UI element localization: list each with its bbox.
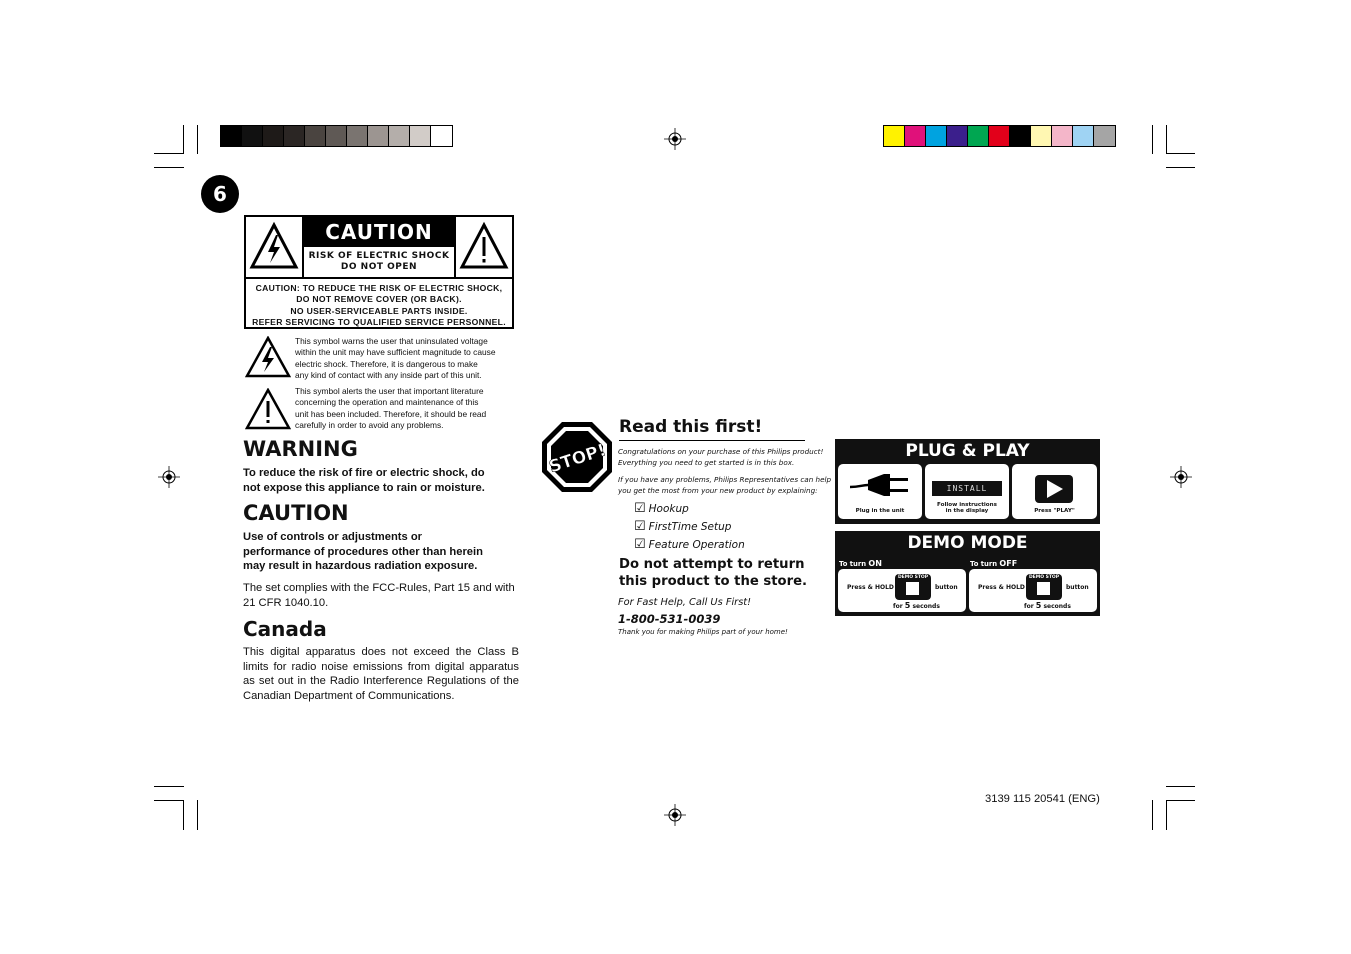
seconds-text [1024,601,1071,610]
calibration-swatch [884,126,905,146]
crop-mark [154,153,184,154]
checklist-label: Feature Operation [648,539,745,551]
symbol-text-line: This symbol warns the user that uninsulated voltage [295,336,488,346]
turn-off-label [970,559,1017,568]
congrats-line: Congratulations on your purchase of this Philips product! [618,447,824,456]
registration-mark-icon [1170,466,1192,488]
crop-mark [1166,786,1195,787]
seconds-number: 5 [1035,601,1042,610]
checklist-label: FirstTime Setup [648,521,732,533]
calibration-swatch [326,126,347,146]
lightning-triangle-icon [246,217,304,277]
label-word: ON [868,559,882,568]
turn-off-panel [969,569,1097,612]
caution-heading: CAUTION [243,501,349,525]
fcc-text-line: The set complies with the FCC-Rules, Part 15 and with [243,582,515,594]
button-word: button [1066,584,1089,591]
crop-mark [183,125,184,154]
caution-notice-line: CAUTION: TO REDUCE THE RISK OF ELECTRIC SHOCK, [255,283,503,293]
help-line: If you have any problems, Philips Representatives can help [618,475,832,484]
checklist-item-feature [634,537,745,552]
step-caption [925,502,1009,515]
warning-text [243,466,523,495]
calibration-swatch [1052,126,1073,146]
crop-mark [154,786,184,787]
symbol-explanation [245,386,520,432]
registration-mark-icon [664,804,686,826]
calibration-swatch [947,126,968,146]
plug-play-title: PLUG & PLAY [905,441,1030,461]
display-text: INSTALL [946,484,988,493]
plug-step-panel [838,464,922,519]
checkbox-checked-icon: ☑ [634,501,646,516]
color-calibration-bar [883,125,1116,147]
symbol-text-line: This symbol alerts the user that important literature [295,386,484,396]
crop-mark [1152,800,1153,830]
help-line: you get the most from your new product by explaining: [618,486,818,495]
seconds-word: seconds [910,603,940,610]
step-caption: Press "PLAY" [1034,508,1075,515]
calibration-swatch [389,126,410,146]
do-not-return-text [619,556,807,590]
document-code: 3139 115 20541 (ENG) [985,793,1100,805]
demo-stop-button [1026,574,1062,600]
play-step-panel [1012,464,1097,519]
calibration-swatch [431,126,452,146]
symbol-text-line: carefully in order to avoid any problems. [295,419,444,430]
button-word: button [935,584,958,591]
seconds-prefix: for [1024,603,1036,610]
calibration-swatch [1094,126,1115,146]
thanks-text: Thank you for making Philips part of your home! [618,628,788,636]
calibration-swatch [242,126,263,146]
symbol-text-line: unit has been included. Therefore, it should be read [295,408,487,419]
checklist-item-hookup [634,501,689,516]
crop-mark [183,800,184,830]
registration-mark-icon [664,128,686,150]
crop-mark [1152,125,1153,154]
calibration-swatch [410,126,431,146]
calibration-swatch [1010,126,1031,146]
caution-text-line: may result in hazardous radiation exposure. [243,560,478,573]
warning-text-line: not expose this appliance to rain or moisture. [243,481,485,494]
canada-heading: Canada [243,617,327,641]
crop-mark [1166,167,1195,168]
crop-mark [1166,800,1167,830]
symbol-text-line: concerning the operation and maintenance of this [295,397,479,408]
calibration-swatch [305,126,326,146]
fast-help-text: For Fast Help, Call Us First! [618,597,752,608]
caution-box-subtitle: RISK OF ELECTRIC SHOCK [308,251,450,261]
symbol-text-line: electric shock. Therefore, it is dangerous to make [295,358,478,369]
press-hold-text: Press & HOLD [847,584,894,591]
calibration-swatch [284,126,305,146]
label-word: OFF [999,559,1018,568]
seconds-prefix: for [893,603,905,610]
press-hold-text: Press & HOLD [978,584,1025,591]
display-screen [932,481,1002,496]
play-button-icon [1035,475,1073,503]
button-label: DEMO STOP [1028,575,1060,580]
phone-number: 1-800-531-0039 [618,612,721,626]
crop-mark [197,800,198,830]
page-number: 6 [201,175,239,213]
calibration-swatch [1073,126,1094,146]
symbol-text-line: within the unit may have sufficient magnitude to cause [295,347,496,358]
demo-mode-panel [835,531,1100,616]
title-rule [619,440,805,441]
canada-text: This digital apparatus does not exceed the Class B limits for radio noise emissions from digital apparatus as set out in the Radio Interference Regulations of the Canadian Department of Communications. [243,646,519,702]
label-prefix: To turn [970,560,1000,568]
caution-box-title: CAUTION [304,217,454,247]
seconds-word: seconds [1041,603,1071,610]
congrats-line: Everything you need to get started is in this box. [618,458,795,467]
warning-text-line: To reduce the risk of fire or electric shock, do [243,467,485,479]
stop-sign-icon [540,420,614,494]
button-label: DEMO STOP [897,575,929,580]
button-face [906,582,919,595]
do-not-return-line: this product to the store. [619,574,808,589]
label-prefix: To turn [839,560,869,568]
fcc-compliance-text [243,581,523,610]
checklist-item-setup [634,519,731,534]
crop-mark [1166,800,1195,801]
calibration-swatch [347,126,368,146]
step-caption-line: Follow instructions [937,501,997,508]
checklist-label: Hookup [648,503,689,515]
power-plug-icon [848,470,912,500]
step-caption-line: in the display [945,508,989,515]
calibration-swatch [263,126,284,146]
help-text [618,474,831,496]
crop-mark [197,125,198,154]
read-first-title: Read this first! [619,417,763,437]
lightning-triangle-icon [245,336,291,378]
caution-text-line: performance of procedures other than herein [243,545,483,558]
exclamation-triangle-icon [245,388,291,430]
seconds-number: 5 [904,601,911,610]
caution-text-line: Use of controls or adjustments or [243,531,423,543]
crop-mark [1166,153,1195,154]
calibration-swatch [221,126,242,146]
do-not-return-line: Do not attempt to return [619,557,805,572]
symbol-text-line: any kind of contact with any inside part of this unit. [295,369,482,380]
caution-box-subtitle: DO NOT OPEN [340,262,418,272]
checkbox-checked-icon: ☑ [634,537,646,552]
calibration-swatch [989,126,1010,146]
demo-stop-button [895,574,931,600]
turn-on-panel [838,569,966,612]
caution-notice-line: DO NOT REMOVE COVER (OR BACK). [296,294,462,305]
button-face [1037,582,1050,595]
turn-on-label [839,559,882,568]
calibration-swatch [905,126,926,146]
calibration-swatch [968,126,989,146]
fcc-text-line: 21 CFR 1040.10. [243,596,329,609]
warning-heading: WARNING [243,437,358,461]
symbol-explanation [245,336,520,382]
caution-notice-line: REFER SERVICING TO QUALIFIED SERVICE PERSONNEL. [252,317,506,328]
caution-label-box [244,215,514,329]
congrats-text [618,446,823,468]
crop-mark [154,167,184,168]
plug-and-play-panel [835,439,1100,524]
demo-mode-title: DEMO MODE [907,533,1028,553]
caution-notice-line: NO USER-SERVICEABLE PARTS INSIDE. [290,305,468,316]
seconds-text [893,601,940,610]
display-step-panel [925,464,1009,519]
calibration-swatch [1031,126,1052,146]
registration-mark-icon [158,466,180,488]
stop-sign-label: STOP! [546,440,609,478]
calibration-swatch [926,126,947,146]
crop-mark [154,800,184,801]
exclamation-triangle-icon [454,217,512,277]
gray-calibration-bar [220,125,453,147]
checkbox-checked-icon: ☑ [634,519,646,534]
crop-mark [1166,125,1167,154]
calibration-swatch [368,126,389,146]
step-caption: Plug in the unit [855,508,905,515]
caution-text [243,530,523,574]
